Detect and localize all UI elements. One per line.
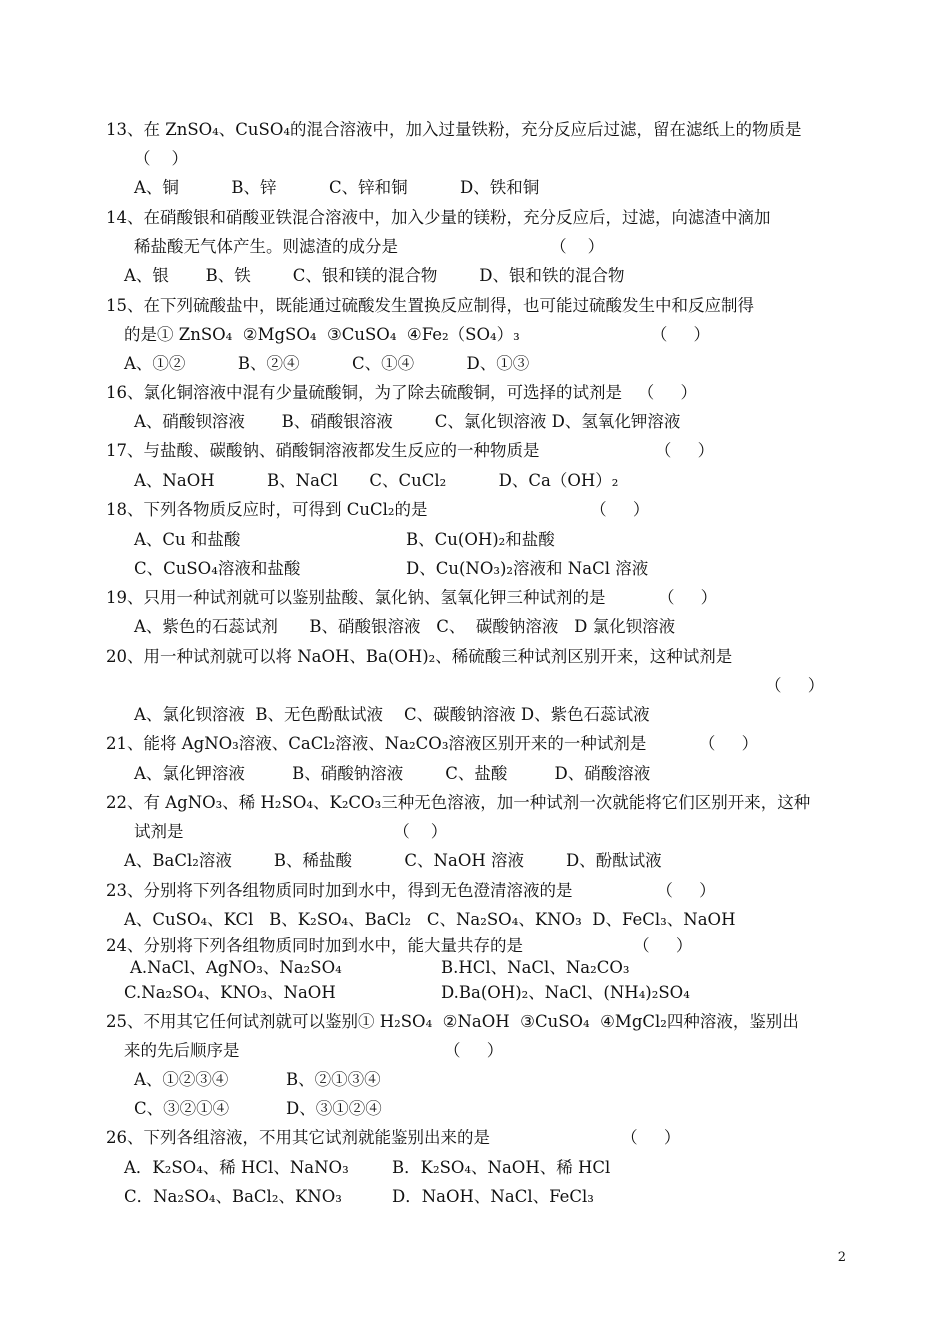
q23-stem: 23、分别将下列各组物质同时加到水中，得到无色澄清溶液的是 （ ） (106, 881, 716, 900)
q23-options: A、CuSO₄、KCl B、K₂SO₄、BaCl₂ C、Na₂SO₄、KNO₃ D、FeCl₃、NaOH (124, 910, 736, 929)
q25-option-d: D、③①②④ (286, 1099, 382, 1118)
q16-stem: 16、氯化铜溶液中混有少量硫酸铜，为了除去硫酸铜，可选择的试剂是 （ ） (106, 383, 697, 402)
q24-option-d: D.Ba(OH)₂、NaCl、(NH₄)₂SO₄ (441, 983, 690, 1002)
page-number: 2 (837, 1250, 846, 1265)
q15-options: A、①② B、②④ C、①④ D、①③ (124, 354, 530, 373)
q19-stem: 19、只用一种试剂就可以鉴别盐酸、氯化钠、氢氧化钾三种试剂的是 （ ） (106, 588, 718, 607)
q26-option-b: B．K₂SO₄、NaOH、稀 HCl (392, 1158, 611, 1177)
q18-option-c: C、CuSO₄溶液和盐酸 (134, 559, 301, 578)
q20-blank: （ ） (765, 676, 825, 695)
q18-option-d: D、Cu(NO₃)₂溶液和 NaCl 溶液 (406, 559, 649, 578)
q16-options: A、硝酸钡溶液 B、硝酸银溶液 C、氯化钡溶液 D、氢氧化钾溶液 (134, 412, 681, 431)
q14-options: A、银 B、铁 C、银和镁的混合物 D、银和铁的混合物 (124, 266, 625, 285)
q24-option-b: B.HCl、NaCl、Na₂CO₃ (441, 958, 630, 977)
q25-option-b: B、②①③④ (286, 1070, 381, 1089)
q22-stem-cont: 试剂是 （ ） (134, 822, 448, 841)
q26-option-d: D．NaOH、NaCl、FeCl₃ (392, 1187, 594, 1206)
q21-options: A、氯化钾溶液 B、硝酸钠溶液 C、盐酸 D、硝酸溶液 (134, 764, 651, 783)
q20-stem: 20、用一种试剂就可以将 NaOH、Ba(OH)₂、稀硫酸三种试剂区别开来，这种试剂是 (106, 647, 733, 666)
q15-stem: 15、在下列硫酸盐中，既能通过硫酸发生置换反应制得，也可能过硫酸发生中和反应制得 (106, 296, 754, 315)
q25-stem-cont: 来的先后顺序是 （ ） (124, 1041, 504, 1060)
q26-option-c: C．Na₂SO₄、BaCl₂、KNO₃ (124, 1187, 342, 1206)
q24-stem: 24、分别将下列各组物质同时加到水中，能大量共存的是 （ ） (106, 936, 693, 955)
q26-option-a: A．K₂SO₄、稀 HCl、NaNO₃ (124, 1158, 349, 1177)
q25-option-c: C、③②①④ (134, 1099, 230, 1118)
q18-stem: 18、下列各物质反应时，可得到 CuCl₂的是 （ ） (106, 500, 650, 519)
q15-stem-cont: 的是① ZnSO₄ ②MgSO₄ ③CuSO₄ ④Fe₂（SO₄）₃ （ ） (124, 325, 711, 344)
q13-blank: （ ） (134, 149, 188, 168)
q20-options: A、氯化钡溶液 B、无色酚酞试液 C、碳酸钠溶液 D、紫色石蕊试液 (134, 705, 650, 724)
q14-stem-cont: 稀盐酸无气体产生。则滤渣的成分是 （ ） (134, 237, 605, 256)
q19-options: A、紫色的石蕊试剂 B、硝酸银溶液 C、 碳酸钠溶液 D 氯化钡溶液 (134, 617, 676, 636)
q17-options: A、NaOH B、NaCl C、CuCl₂ D、Ca（OH）₂ (134, 471, 619, 490)
q22-options: A、BaCl₂溶液 B、稀盐酸 C、NaOH 溶液 D、酚酞试液 (124, 851, 662, 870)
q25-stem: 25、不用其它任何试剂就可以鉴别① H₂SO₄ ②NaOH ③CuSO₄ ④MgCl₂四种溶液，鉴别出 (106, 1012, 799, 1031)
q13-stem: 13、在 ZnSO₄、CuSO₄的混合溶液中，加入过量铁粉，充分反应后过滤，留在滤纸上的物质是 (106, 120, 802, 139)
q18-option-a: A、Cu 和盐酸 (134, 530, 241, 549)
q21-stem: 21、能将 AgNO₃溶液、CaCl₂溶液、Na₂CO₃溶液区别开来的一种试剂是 （ ） (106, 734, 759, 753)
q24-option-a: A.NaCl、AgNO₃、Na₂SO₄ (130, 958, 342, 977)
q24-option-c: C.Na₂SO₄、KNO₃、NaOH (124, 983, 336, 1002)
q26-stem: 26、下列各组溶液，不用其它试剂就能鉴别出来的是 （ ） (106, 1128, 681, 1147)
q22-stem: 22、有 AgNO₃、稀 H₂SO₄、K₂CO₃三种无色溶液，加一种试剂一次就能将它们区别开来，这种 (106, 793, 811, 812)
q18-option-b: B、Cu(OH)₂和盐酸 (406, 530, 555, 549)
q25-option-a: A、①②③④ (134, 1070, 229, 1089)
q13-options: A、铜 B、锌 C、锌和铜 D、铁和铜 (134, 178, 540, 197)
q14-stem: 14、在硝酸银和硝酸亚铁混合溶液中，加入少量的镁粉，充分反应后，过滤，向滤渣中滴加 (106, 208, 771, 227)
q17-stem: 17、与盐酸、碳酸钠、硝酸铜溶液都发生反应的一种物质是 （ ） (106, 441, 715, 460)
